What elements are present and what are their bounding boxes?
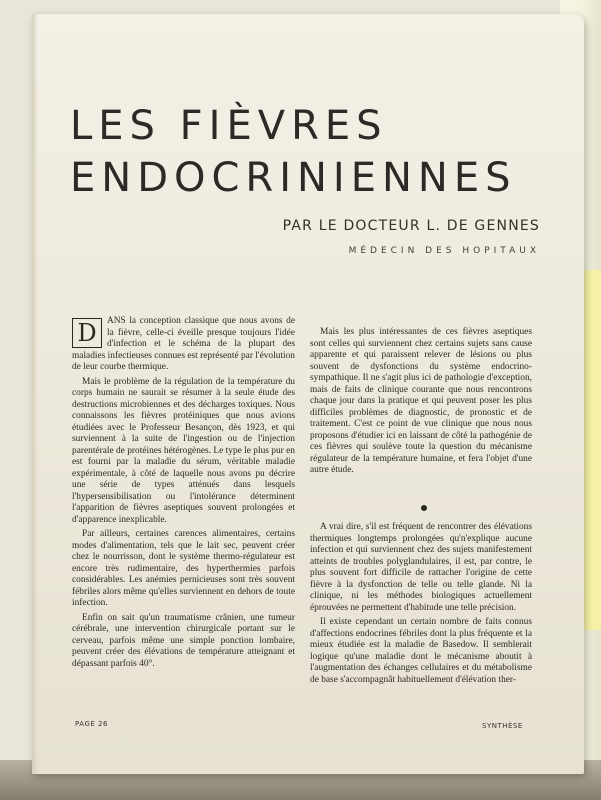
- section-divider-bullet: [421, 505, 427, 511]
- paragraph: A vrai dire, s'il est fréquent de rencontrer des élévations thermiques longtemps prolongées qu'n'explique aucune infection et qui surviennent chez des sujets manifestement atteints de troubles polyglandulaires, il est, par contre, le plus souvent fort difficile de rattacher l'origine de cette fièvre à la dysfonction de telle ou telle glande. Ni la clinique, ni les méthodes biologiques actuellement éprouvées ne permettent d'habitude une telle précision.: [310, 522, 532, 613]
- article-title: [70, 100, 517, 204]
- paragraph: Il existe cependant un certain nombre de faits connus d'affections endocrines fébriles dont la plus fréquente et la mieux étudiée est la maladie de Basedow. Il semblerait logique qu'une maladie dont le mécanisme aboutit à l'augmentation des échanges cellulaires et du métabolisme de base s'accompagnât habituellement d'élévation ther-: [310, 617, 532, 685]
- author-role: MÉDECIN DES HOPITAUX: [348, 246, 540, 256]
- title-line-2: ENDOCRINIENNES: [70, 155, 517, 201]
- magazine-name: SYNTHÈSE: [482, 722, 523, 730]
- drop-cap: D: [72, 318, 102, 348]
- title-line-1: LES FIÈVRES: [70, 103, 388, 149]
- paragraph: Mais les plus intéressantes de ces fièvres aseptiques sont celles qui surviennent chez certains sujets sans cause apparente et qui paraissent relever de lésions ou plus souvent de dysfonctions du système endocrino-sympathique. Il ne s'agit plus ici de pathologie d'exception, mais de faits de clinique courante que nous rencontrons chaque jour dans la pratique et qui peuvent poser les plus difficiles problèmes de diagnostic, de pronostic et de traitement. C'est ce point de vue clinique que nous nous proposons d'étudier ici en laissant de côté la pathogénie de ces fièvres qui soulève toute la question du mécanisme régulateur de la température humaine, et fera l'objet d'une autre étude.: [310, 327, 532, 475]
- page-spine-edge: [32, 14, 38, 774]
- paragraph: Mais le problème de la régulation de la température du corps humain ne saurait se résumer à la seule étude des destructions microbiennes et des décharges toxiques. Nous connaissons les fièvres protéiniques que nous avions étudiées avec le Professeur Besançon, dès 1923, et qui surviennent à la suite de l'ingestion ou de l'injection parentérale de protéines hétérogènes. Le type le plus pur en est fourni par la maladie du sérum, véritable maladie expérimentale, à côté de laquelle nous avons pu décrire une série de types atténués dans lesquels l'hypersensibilisation ou l'intolérance déterminent l'apparition de fièvres aseptiques souvent prolongées et d'apparence inexplicable.: [72, 376, 295, 525]
- text-column-left: [72, 316, 295, 726]
- paragraph: ANS la conception classique que nous avons de la fièvre, celle-ci éveille presque toujours l'idée d'infection et le schéma de la plupart des maladies infectieuses connues est représenté par l'évolution de leur courbe thermique.: [72, 316, 295, 372]
- paragraph: Par ailleurs, certaines carences alimentaires, certains modes d'alimentation, tels que le lait sec, peuvent créer chez le nourrisson, dont le système thermo-régulateur est encore très rudimentaire, des hyperthermies parfois considérables. Les anémies pernicieuses sont très souvent fébriles alors même qu'elles surviennent en dehors de toute infection.: [72, 529, 295, 608]
- page-number: PAGE 26: [75, 720, 108, 728]
- author-byline: PAR LE DOCTEUR L. DE GENNES: [282, 218, 540, 234]
- paragraph: Enfin on sait qu'un traumatisme crânien, une tumeur cérébrale, une intervention chirurgicale portant sur le cerveau, parfois même une simple ponction lombaire, peuvent créer des élévations de température atteignant et dépassant parfois 40°.: [72, 612, 295, 669]
- text-column-right-bottom: [310, 522, 532, 724]
- text-column-right-top: [310, 327, 532, 493]
